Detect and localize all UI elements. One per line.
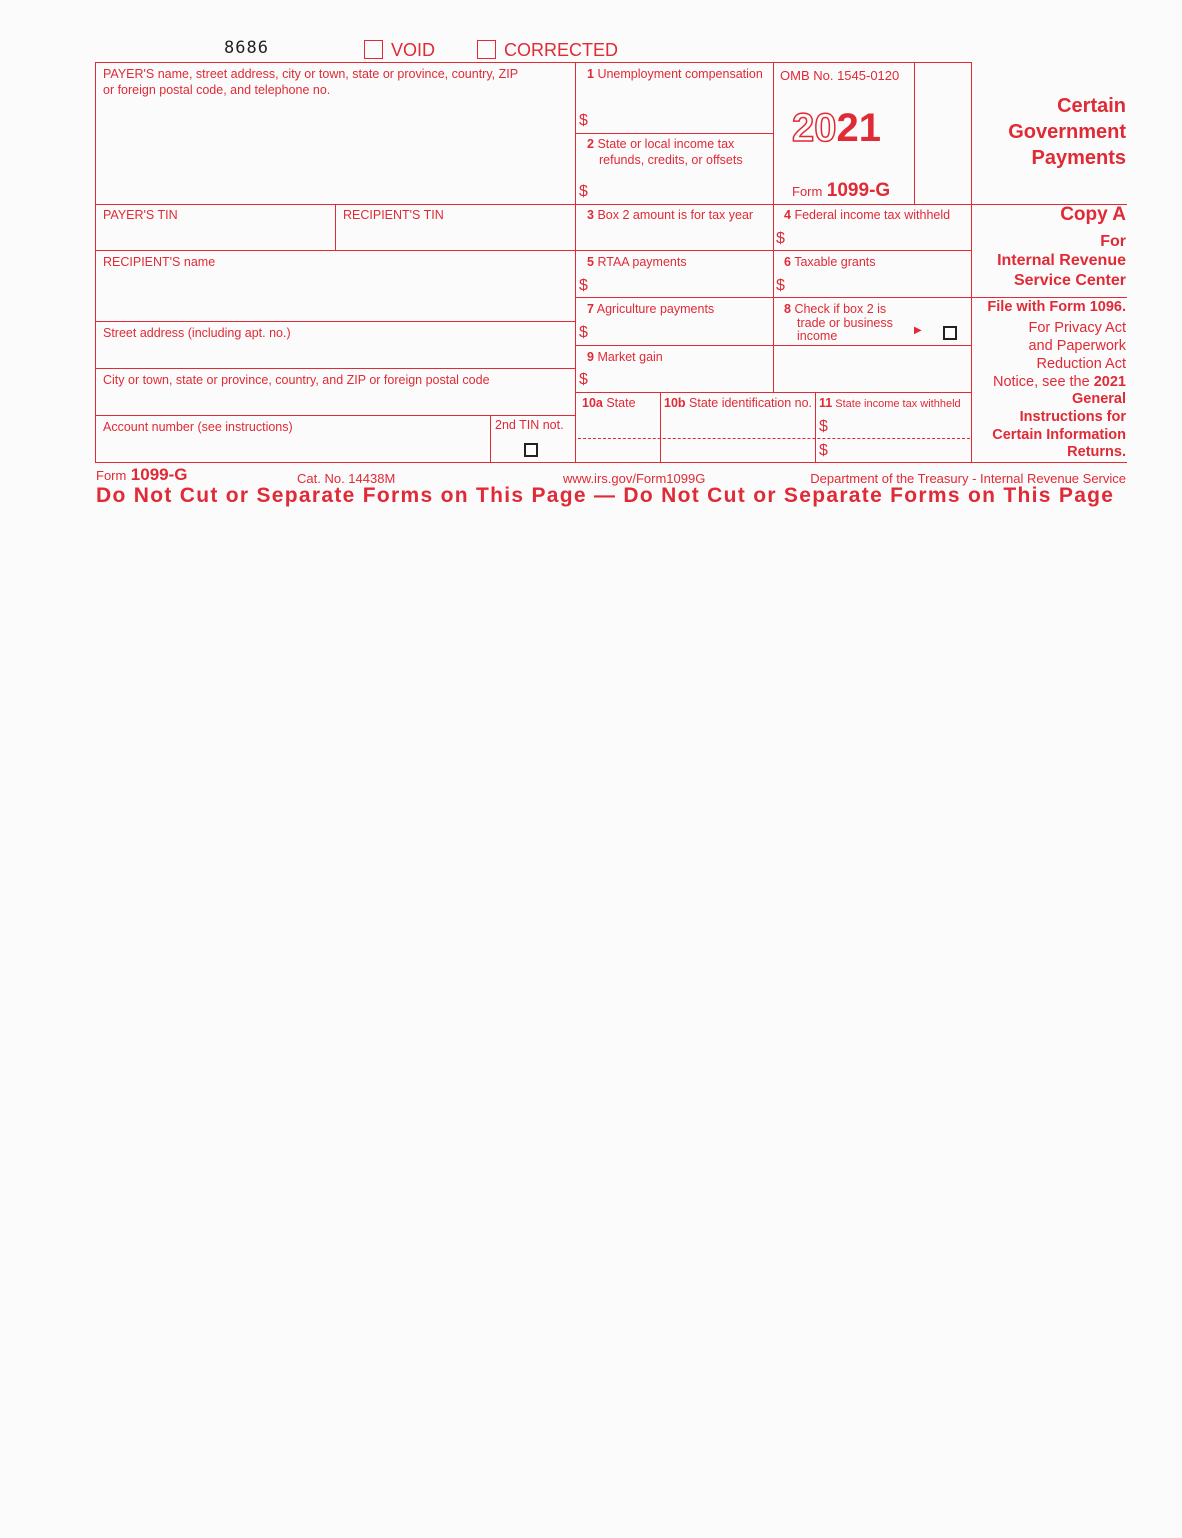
tax-year — [792, 106, 881, 150]
street-address-input[interactable] — [97, 342, 573, 366]
box4-dollar: $ — [776, 230, 785, 247]
box11-dollar-2: $ — [819, 442, 828, 459]
box3-label: 3 Box 2 amount is for tax year — [587, 208, 754, 222]
box2-label-line1: 2 State or local income tax — [587, 137, 735, 151]
copy-a-title: Copy A — [1060, 204, 1126, 225]
box5-input[interactable] — [592, 272, 770, 295]
corrected-label: CORRECTED — [504, 40, 619, 60]
box8-label-line3: income — [797, 329, 838, 343]
box10a-input-2[interactable] — [578, 440, 658, 461]
box8-label-line1: 8 Check if box 2 is — [784, 302, 887, 316]
copy-instructions-for: Instructions for — [1019, 409, 1126, 425]
box11-input-1[interactable] — [832, 413, 969, 437]
box11-input-2[interactable] — [832, 440, 969, 461]
box8-arrow-icon: ▶ — [914, 325, 922, 336]
box2-input[interactable] — [592, 170, 770, 202]
account-number-label: Account number (see instructions) — [103, 420, 293, 434]
form-title-line3: Payments — [1031, 147, 1126, 169]
box11-label: 11 State income tax withheld — [819, 396, 961, 410]
copy-file-with: File with Form 1096. — [987, 299, 1126, 315]
payer-label-line1: PAYER'S name, street address, city or town, state or province, country, ZIP — [103, 67, 519, 81]
form-title-line1: Certain — [1057, 95, 1126, 117]
account-number-input[interactable] — [97, 436, 488, 461]
box10b-input-1[interactable] — [663, 413, 813, 437]
payer-tin-input[interactable] — [97, 224, 333, 248]
footer-warning: Do Not Cut or Separate Forms on This Page — Do Not Cut or Separate Forms on This Page — [96, 484, 1115, 507]
box6-input[interactable] — [789, 272, 969, 295]
copy-irs-line2: Service Center — [1013, 272, 1126, 289]
recipient-tin-label: RECIPIENT'S TIN — [343, 208, 444, 222]
copy-privacy-line2: and Paperwork — [1028, 338, 1126, 354]
box4-label: 4 Federal income tax withheld — [784, 208, 951, 222]
recipient-name-input[interactable] — [97, 272, 573, 319]
form-name-header: Form 1099-G — [792, 180, 891, 201]
recipient-name-label: RECIPIENT'S name — [103, 255, 216, 269]
tax-year-bold: 21 — [836, 106, 881, 150]
copy-irs-line1: Internal Revenue — [997, 252, 1126, 269]
corrected-checkbox[interactable] — [477, 40, 496, 59]
box1-label: 1 Unemployment compensation — [587, 67, 763, 81]
box5-dollar: $ — [579, 277, 588, 294]
tax-year-outline: 20 — [792, 106, 837, 150]
footer-cat-number: Cat. No. 14438M — [297, 471, 396, 486]
box6-dollar: $ — [776, 277, 785, 294]
box7-dollar: $ — [579, 324, 588, 341]
box2-dollar: $ — [579, 183, 588, 200]
box7-label: 7 Agriculture payments — [587, 302, 715, 316]
box5-label: 5 RTAA payments — [587, 255, 687, 269]
recipient-tin-input[interactable] — [338, 224, 573, 248]
void-label: VOID — [391, 40, 436, 60]
form-code: 8686 — [224, 38, 269, 58]
box9-dollar: $ — [579, 371, 588, 388]
city-label: City or town, state or province, country, and ZIP or foreign postal code — [103, 373, 490, 387]
box2-label-line2: refunds, credits, or offsets — [599, 153, 743, 167]
second-tin-label: 2nd TIN not. — [495, 418, 564, 432]
form-title-line2: Government — [1008, 121, 1126, 143]
copy-for: For — [1100, 233, 1126, 250]
payer-input[interactable] — [97, 100, 573, 202]
box3-input[interactable] — [580, 225, 770, 248]
box10a-label: 10a State — [582, 396, 636, 410]
second-tin-checkbox[interactable] — [524, 443, 538, 457]
box8-checkbox[interactable] — [943, 326, 957, 340]
payer-label-line2: or foreign postal code, and telephone no. — [103, 83, 331, 97]
footer-department: Department of the Treasury - Internal Revenue Service — [810, 471, 1126, 486]
copy-privacy-line1: For Privacy Act — [1028, 320, 1126, 336]
copy-privacy-line3: Reduction Act — [1036, 356, 1126, 372]
box10a-input-1[interactable] — [578, 413, 658, 437]
box9-label: 9 Market gain — [587, 350, 663, 364]
copy-returns: Returns. — [1067, 444, 1126, 460]
void-checkbox[interactable] — [364, 40, 383, 59]
payer-tin-label: PAYER'S TIN — [103, 208, 178, 222]
box9-input[interactable] — [592, 366, 770, 390]
box6-label: 6 Taxable grants — [784, 255, 876, 269]
copy-cert-info: Certain Information — [992, 427, 1126, 443]
box7-input[interactable] — [592, 319, 770, 343]
box4-input[interactable] — [789, 225, 969, 248]
omb-number: OMB No. 1545-0120 — [780, 68, 900, 83]
city-input[interactable] — [97, 389, 573, 413]
street-address-label: Street address (including apt. no.) — [103, 326, 291, 340]
box1-input[interactable] — [592, 95, 770, 131]
box8-label-line2: trade or business — [797, 316, 893, 330]
copy-notice: Notice, see the 2021 — [992, 374, 1126, 390]
box1-dollar: $ — [579, 112, 588, 129]
footer-url: www.irs.gov/Form1099G — [563, 471, 706, 486]
box11-dollar-1: $ — [819, 418, 828, 435]
box10b-input-2[interactable] — [663, 440, 813, 461]
footer-form-name: Form 1099-G — [96, 465, 188, 484]
box10b-label: 10b State identification no. — [664, 396, 813, 410]
copy-general: General — [1072, 391, 1126, 407]
